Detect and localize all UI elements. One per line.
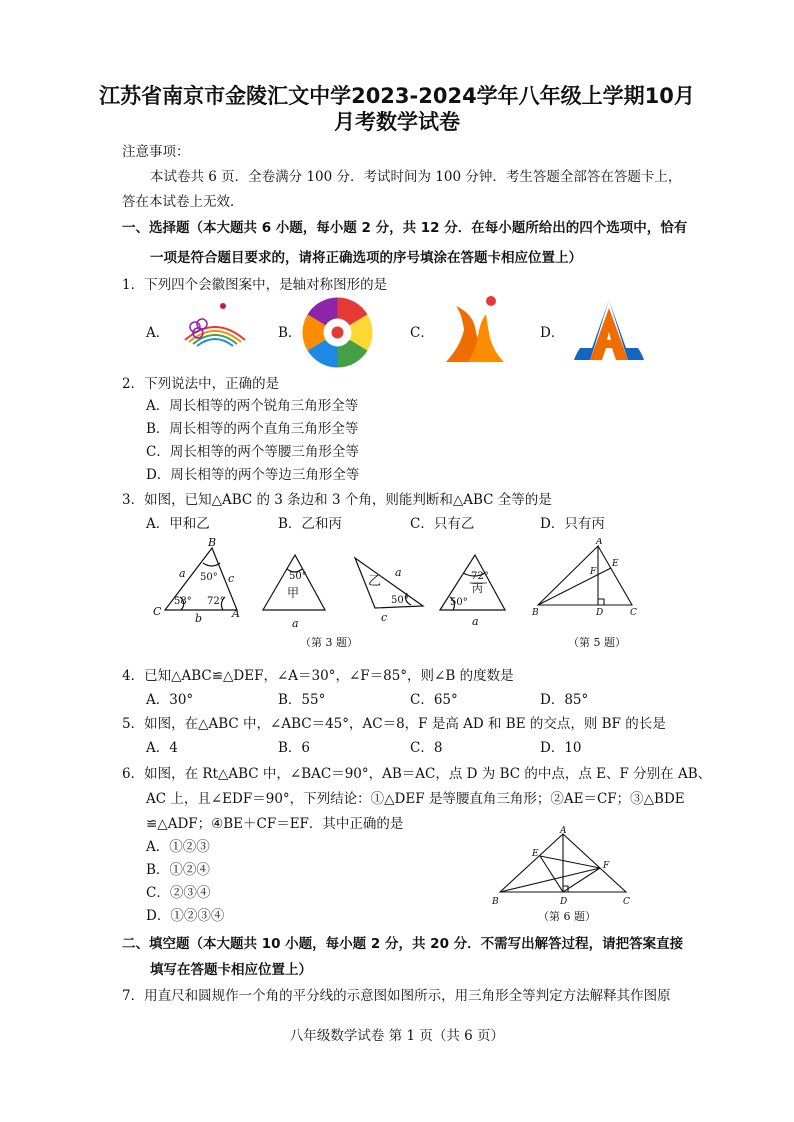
q6-label-a: A xyxy=(560,826,567,836)
q5-figure xyxy=(530,538,640,623)
q5-option-a: A．4 xyxy=(146,740,178,756)
bing-angle-top: 72° xyxy=(471,571,489,582)
q6-option-c: C．②③④ xyxy=(146,885,211,901)
q3-option-a: A．甲和乙 xyxy=(146,516,210,532)
emblem-b-image xyxy=(300,295,375,370)
jia-name: 甲 xyxy=(287,586,300,600)
q5-label-f: F xyxy=(590,567,597,577)
exam-title-line1: 江苏省南京市金陵汇文中学2023-2024学年八年级上学期10月 xyxy=(99,84,695,108)
q2-option-a: A．周长相等的两个锐角三角形全等 xyxy=(146,398,359,414)
q6-option-b: B．①②④ xyxy=(146,862,210,878)
angle-b-value: 50° xyxy=(200,572,218,583)
q4-option-b: B．55° xyxy=(278,692,326,708)
bing-name: 丙 xyxy=(472,582,483,595)
angle-c-value: 58° xyxy=(174,596,192,607)
q1-stem: 1．下列四个会徽图案中，是轴对称图形的是 xyxy=(122,277,388,293)
angle-a-value: 72° xyxy=(207,596,225,607)
section2-heading: 二、填空题（本大题共 10 小题，每小题 2 分，共 20 分．不需写出解答过程，请把答案直接 xyxy=(122,936,684,952)
side-c: c xyxy=(228,572,235,585)
bing-angle-bottom: 50° xyxy=(450,597,468,608)
yi-side-c: c xyxy=(381,611,388,624)
q5-option-d: D．10 xyxy=(540,740,582,756)
label-c: C xyxy=(153,605,162,618)
q2-option-b: B．周长相等的两个直角三角形全等 xyxy=(146,421,359,437)
q5-option-b: B．6 xyxy=(278,740,311,756)
jia-side: a xyxy=(292,617,299,630)
emblem-c-image xyxy=(438,292,513,367)
page-footer: 八年级数学试卷 第 1 页（共 6 页） xyxy=(289,1028,505,1044)
q5-label-a: A xyxy=(596,538,603,547)
q5-option-c: C．8 xyxy=(410,740,443,756)
q6-label-b: B xyxy=(492,897,499,907)
q1-label-d: D． xyxy=(540,325,565,341)
q6-stem-line2: AC 上，且∠EDF＝90°，下列结论：①△DEF 是等腰直角三角形；②AE＝CF；③△BDE xyxy=(146,791,685,807)
q3-stem: 3．如图，已知△ABC 的 3 条边和 3 个角，则能判断和△ABC 全等的是 xyxy=(122,492,552,508)
q1-label-b: B． xyxy=(278,325,302,341)
exam-title-line2: 月考数学试卷 xyxy=(334,110,460,134)
section1-heading-cont: 一项是符合题目要求的，请将正确选项的序号填涂在答题卡相应位置上） xyxy=(150,250,582,266)
section2-heading-cont: 填写在答题卡相应位置上） xyxy=(150,962,312,978)
q7-stem: 7．用直尺和圆规作一个角的平分线的示意图如图所示，用三角形全等判定方法解释其作图原 xyxy=(122,988,671,1004)
triangle-jia xyxy=(263,555,325,610)
side-a: a xyxy=(179,567,186,580)
yi-angle: 50° xyxy=(391,595,409,606)
yi-side-a: a xyxy=(395,566,402,579)
q1-label-c: C． xyxy=(410,325,434,341)
q3-figure xyxy=(145,535,525,630)
q6-label-c: C xyxy=(623,897,630,907)
jia-angle: 50° xyxy=(289,571,307,582)
notice-line1: 本试卷共 6 页．全卷满分 100 分．考试时间为 100 分钟．考生答题全部答在答题卡上， xyxy=(150,169,682,185)
q6-label-e: E xyxy=(532,849,539,859)
q4-option-a: A．30° xyxy=(146,692,194,708)
q6-option-d: D．①②③④ xyxy=(146,908,225,924)
notice-heading: 注意事项： xyxy=(122,144,190,160)
yi-name: 乙 xyxy=(368,574,382,589)
label-a: A xyxy=(232,607,240,620)
q4-option-d: D．85° xyxy=(540,692,589,708)
q6-figure xyxy=(488,826,633,908)
q5-caption: （第 5 题） xyxy=(568,636,626,649)
q3-option-b: B．乙和丙 xyxy=(278,516,342,532)
q3-option-d: D．只有丙 xyxy=(540,516,605,532)
q1-label-a: A． xyxy=(146,325,170,341)
label-b: B xyxy=(208,536,217,549)
q3-caption: （第 3 题） xyxy=(300,636,358,649)
q4-option-c: C．65° xyxy=(410,692,458,708)
q6-caption: （第 6 题） xyxy=(538,910,596,923)
q5-label-b: B xyxy=(532,608,539,618)
q6-label-d: D xyxy=(560,897,568,907)
q2-option-c: C．周长相等的两个等腰三角形全等 xyxy=(146,444,359,460)
triangle-yi xyxy=(355,558,423,608)
q2-option-d: D．周长相等的两个等边三角形全等 xyxy=(146,467,360,483)
emblem-a-image xyxy=(180,300,250,350)
q6-stem-line3: ≌△ADF；④BE＋CF＝EF．其中正确的是 xyxy=(146,816,404,832)
q4-stem: 4．已知△ABC≌△DEF，∠A＝30°，∠F＝85°，则∠B 的度数是 xyxy=(122,668,514,684)
notice-line2: 答在本试卷上无效． xyxy=(122,194,244,210)
q5-label-e: E xyxy=(612,559,619,569)
section1-heading: 一、选择题（本大题共 6 小题，每小题 2 分，共 12 分．在每小题所给出的四个选项中，恰有 xyxy=(122,220,688,236)
q3-option-c: C．只有乙 xyxy=(410,516,475,532)
q6-label-f: F xyxy=(603,861,610,871)
q6-option-a: A．①②③ xyxy=(146,839,210,855)
bing-side: a xyxy=(472,615,479,628)
q5-label-c: C xyxy=(630,608,637,618)
q2-stem: 2．下列说法中，正确的是 xyxy=(122,376,280,392)
q5-stem: 5．如图，在△ABC 中，∠ABC＝45°，AC＝8，F 是高 AD 和 BE 的交点，则 BF 的长是 xyxy=(122,716,666,732)
emblem-d-image xyxy=(572,298,646,364)
q5-label-d: D xyxy=(596,608,604,618)
side-b: b xyxy=(195,612,203,625)
q6-stem-line1: 6．如图，在 Rt△ABC 中，∠BAC＝90°，AB＝AC，点 D 为 BC 的中点，点 E、F 分别在 AB、 xyxy=(122,766,712,782)
